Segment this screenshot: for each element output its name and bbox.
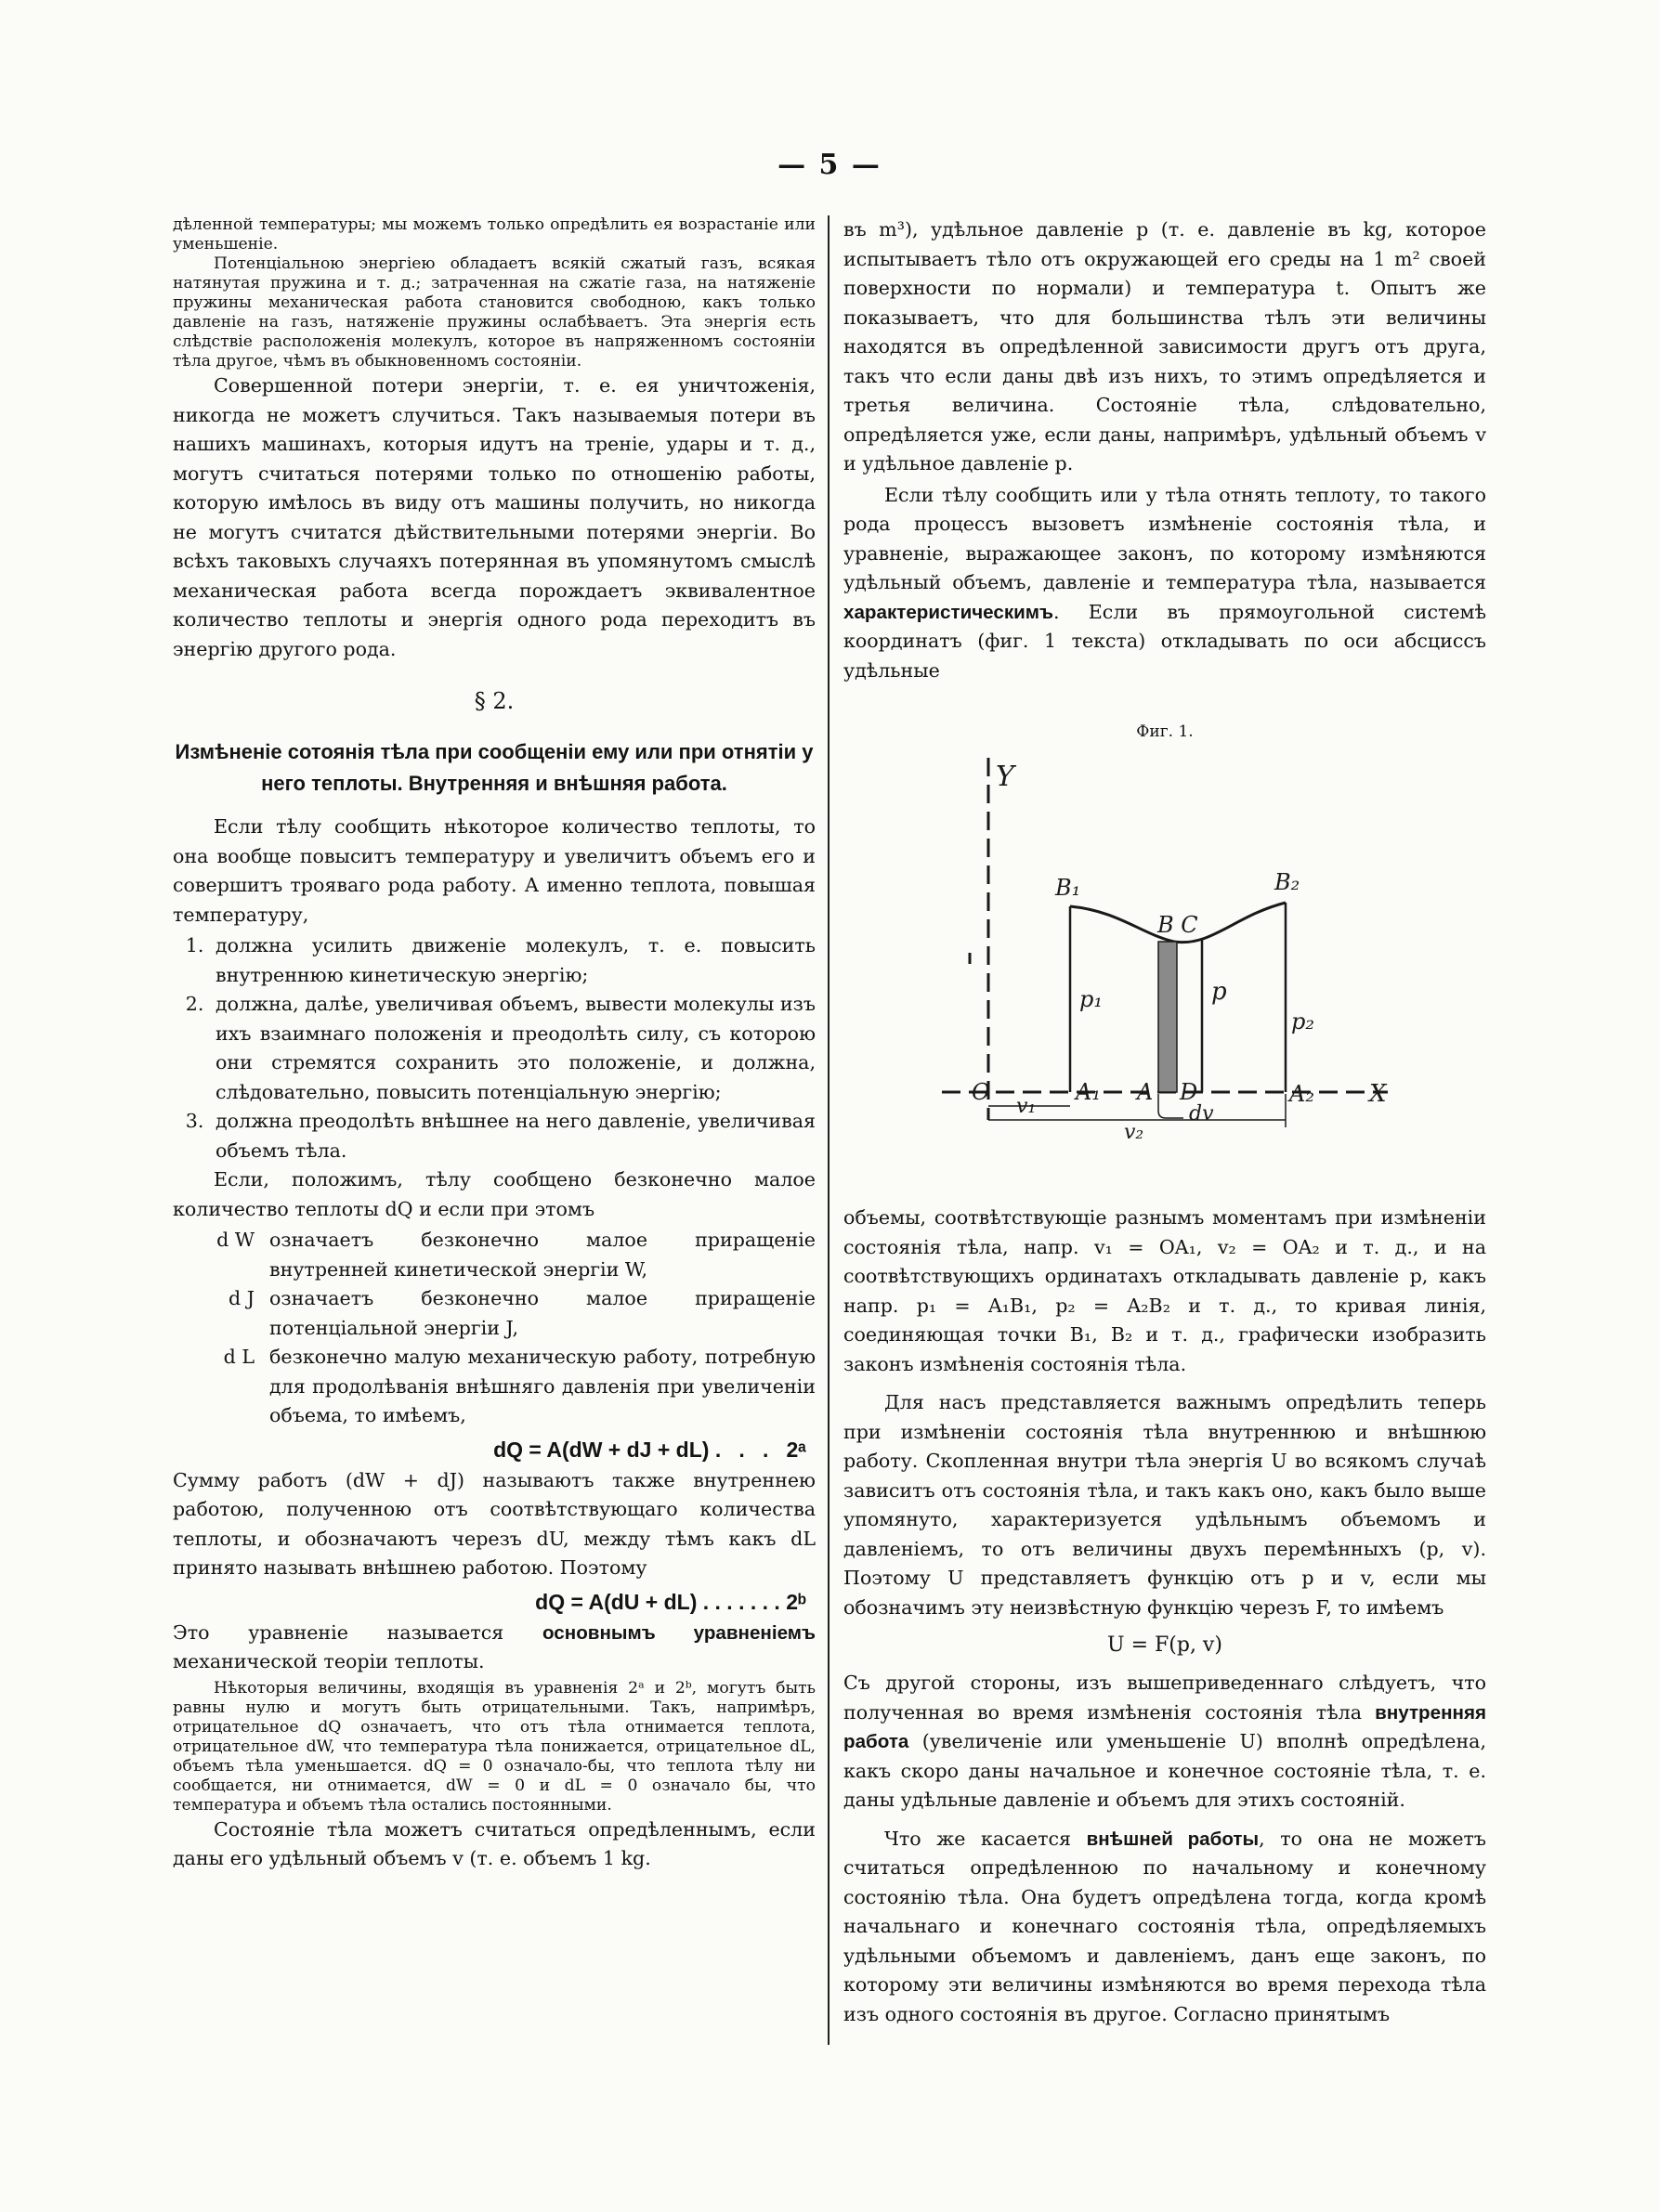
paragraph-characteristic [843, 481, 1486, 686]
paragraph-energy-loss: Совершенной потери энергіи, т. е. ея уничтоженія, никогда не можетъ случиться. Такъ называемыя потери въ нашихъ машинахъ, которыя идутъ на треніе, удары и т. д., могутъ считаться потерями только по отношенію работы, которую имѣлось въ виду отъ машины получить, но никогда не могутъ считатся дѣйствительными потерями энергіи. Во всѣхъ таковыхъ случаяхъ потерянная въ упомянутомъ смыслѣ механическая работа всегда порождаетъ эквивалентное количество теплоты и энергія одного рода переходитъ въ энергію другого рода. [173, 374, 816, 660]
text-run: Съ другой стороны, изъ вышеприведеннаго слѣдуетъ, что полученная во время измѣненія состоянія тѣла [843, 1672, 1486, 1724]
label-v2: v₂ [1124, 1121, 1144, 1144]
definition-symbol: d J [229, 1287, 255, 1309]
paragraph-volumes: объемы, соотвѣтствующіе разнымъ моментамъ при измѣненіи состоянія тѣла, напр. v₁ = OA₁, v₂ = OA₂ и т. д., и на соотвѣтствующихъ ординатахъ откладывать давленіе p, какъ напр. p₁ = A₁B₁, p₂ = A₂B₂ и т. д., то кривая линія, соединяющая точки B₁, B₂ и т. д., графически изобразить законъ измѣненія состоянія тѣла. [843, 1206, 1486, 1375]
footnote-potential-energy: Потенціальною энергіею обладаетъ всякій сжатый газъ, всякая натянутая пружина и т. д.; затраченная на сжатіе газа, на натяженіе пружины механическая работа становится свободною, какъ только давленіе на газъ, натяженіе пружины ослабѣваетъ. Эта энергія есть слѣдствіе расположенія молекулъ, которое въ напряженномъ состояніи тѣла другое, чѣмъ въ обыкновенномъ состояніи. [173, 254, 816, 371]
text-run: (увеличеніе или уменьшеніе U) вполнѣ опредѣлена, какъ скоро даны начальное и конечное состояніе тѣла, т. е. даны удѣльные давленіе и объемъ для этихъ состояній. [843, 1730, 1486, 1811]
paragraph-state-definition: Состояніе тѣла можетъ считаться опредѣленнымъ, если даны его удѣльный объемъ v (т. е. объемъ 1 kg. [173, 1817, 816, 1869]
page-number: — 5 — [777, 149, 882, 181]
paragraph-specific-pressure: въ m³), удѣльное давленіе p (т. е. давленіе въ kg, которое испытываетъ тѣло отъ окружающей его среды на 1 m² своей поверхности по нормали) и температура t. Опытъ же показываетъ, что для большинства тѣлъ эти величины находятся въ опредѣленной зависимости другъ отъ друга, такъ что если даны двѣ изъ нихъ, то этимъ опредѣляется и третья величина. Состояніе тѣла, слѣдовательно, опредѣляется уже, если даны, напримѣръ, удѣльный объемъ v и удѣльное давленіе p. [843, 218, 1486, 475]
label-bc: B C [1157, 912, 1198, 938]
label-o: O [972, 1079, 990, 1105]
paragraph-infinitesimal: Если, положимъ, тѣлу сообщено безконечно малое количество теплоты dQ и если при этомъ [173, 1168, 816, 1220]
paragraph-fundamental-equation [173, 1619, 816, 1677]
definition-text: означаетъ безконечно малое приращеніе внутренней кинетической энергіи W, [269, 1229, 816, 1281]
section-heading: Измѣненіе сотоянія тѣла при сообщеніи ему или при отнятіи у него теплоты. Внутренняя и внѣшняя работа. [175, 740, 814, 795]
text-run: механической теоріи теплоты. [173, 1650, 485, 1672]
label-a1: A₁ [1076, 1079, 1101, 1105]
left-column [173, 215, 816, 1876]
label-a: A [1137, 1079, 1154, 1105]
text-run: Что же касается [884, 1827, 1087, 1850]
bold-term: характеристическимъ [843, 601, 1054, 623]
text-run: Если тѣлу сообщить или у тѣла отнять теплоту, то такого рода процессъ вызоветъ измѣненіе состоянія тѣла, и уравненіе, выражающее законъ, по которому измѣняются удѣльный объемъ, давленіе и температура тѣла, называется [843, 483, 1486, 593]
footnote-negative-values: Нѣкоторыя величины, входящія въ уравненія 2ᵃ и 2ᵇ, могутъ быть равны нулю и могутъ быть отрицательными. Такъ, напримѣръ, отрицательное dQ означаетъ, что отъ тѣла отнимается теплота, отрицательное dW, что температура тѣла понижается, отрицательное dL, объемъ тѣла уменьшается. dQ = 0 означало-бы, что теплота тѣлу ни сообщается, ни отнимается, dW = 0 и dL = 0 означало бы, что температура и объемъ тѣла остались постоянными. [173, 1678, 816, 1815]
label-p1: p₁ [1079, 986, 1103, 1012]
paragraph-internal-energy: Для насъ представляется важнымъ опредѣлить теперь при измѣненіи состоянія тѣла внутреннюю и внѣшнюю работу. Скопленная внутри тѣла энергія U во всякомъ случаѣ зависитъ отъ состоянія тѣла, и такъ какъ оно, какъ было выше упомянуто, характеризуется удѣльнымъ объемомъ и давленіемъ, то отъ величины двухъ перемѣнныхъ (p, v). Поэтому U представляетъ функцію отъ p и v, если мы обозначимъ эту неизвѣстную функцію черезъ F, то имѣемъ [843, 1391, 1486, 1619]
equation-2b: dQ = A(dU + dL) . . . . . . . 2ᵇ [535, 1589, 806, 1614]
footnote-continued: дѣленной температуры; мы можемъ только опредѣлить ея возрастаніе или уменьшеніе. [173, 215, 816, 254]
pv-diagram [905, 748, 1425, 1194]
equation-u: U = F(p, v) [1107, 1633, 1222, 1657]
list-item: 3. должна преодолѣть внѣшнее на него давленіе, увеличивая объемъ тѣла. [210, 1107, 816, 1165]
label-x: X [1369, 1080, 1387, 1108]
label-d: D [1180, 1079, 1198, 1105]
label-v1: v₁ [1016, 1095, 1037, 1118]
paragraph-internal-work-determined [843, 1669, 1486, 1815]
label-p2: p₂ [1291, 1008, 1314, 1034]
definitions [173, 1226, 816, 1431]
shaded-strip [1158, 942, 1177, 1092]
right-column [843, 215, 1486, 2031]
paragraph-external-work [843, 1825, 1486, 2030]
label-p: p [1211, 978, 1227, 1006]
definition-symbol: d W [216, 1229, 255, 1251]
label-dv: dv [1189, 1102, 1214, 1126]
bold-term: основнымъ уравненіемъ [542, 1621, 816, 1644]
definition-row [173, 1343, 816, 1431]
text-run: , то она не можетъ считаться опредѣленною по начальному и конечному состоянію тѣла. Она будетъ опредѣлена тогда, когда кромѣ начальнаго и конечнаго состоянія тѣла, опредѣляемыхъ удѣльными объемомъ и давленіемъ, данъ еще законъ, по которому эти величины измѣняются во время перехода тѣла изъ одного состоянія въ другое. Согласно принятымъ [843, 1827, 1487, 2025]
label-b1: B₁ [1055, 875, 1081, 901]
column-divider [828, 215, 830, 2045]
label-a2: A₂ [1289, 1081, 1314, 1107]
figure-caption: Фиг. 1. [1136, 722, 1194, 741]
label-y: Y [996, 761, 1014, 793]
definition-text: безконечно малую механическую работу, потребную для продолѣванія внѣшняго давленія при увеличеніи объема, то имѣемъ, [269, 1346, 816, 1426]
text-run: Это уравненіе называется [173, 1620, 542, 1644]
text-run: . Если въ прямоугольной системѣ координатъ (фиг. 1 текста) откладывать по оси абсциссъ удѣльные [843, 600, 1486, 682]
paragraph-heat-added: Если тѣлу сообщить нѣкоторое количество теплоты, то она вообще повыситъ температуру и увеличитъ объемъ его и совершитъ трояваго рода работу. А именно теплота, повышая температуру, [173, 815, 816, 926]
list-item: 1. должна усилить движеніе молекулъ, т. е. повысить внутреннюю кинетическую энергію; [210, 931, 816, 990]
section-number: § 2. [474, 688, 515, 714]
work-kinds-list [173, 931, 816, 1165]
definition-row [173, 1284, 816, 1343]
label-b2: B₂ [1274, 869, 1300, 895]
definition-text: означаетъ безконечно малое приращеніе потенціальной энергіи J, [269, 1287, 816, 1339]
list-item: 2. должна, далѣе, увеличивая объемъ, вывести молекулы изъ ихъ взаимнаго положенія и преодолѣть силу, съ которою они стремятся сохранить это положеніе, и должна, слѣдовательно, повысить потенціальную энергію; [210, 990, 816, 1107]
equation-2a: dQ = A(dW + dJ + dL) . . . 2ᵃ [493, 1437, 806, 1462]
bold-term: внѣшней работы [1086, 1828, 1260, 1850]
bold-term: внутренняя работа [843, 1701, 1486, 1752]
definition-symbol: d L [223, 1346, 255, 1368]
definition-row [173, 1226, 816, 1284]
paragraph-internal-work: Сумму работъ (dW + dJ) называютъ также внутреннею работою, полученною отъ соотвѣтствующаго количества теплоты, и обозначаютъ черезъ dU, между тѣмъ какъ dL принято называть внѣшнею работою. Поэтому [173, 1468, 816, 1579]
